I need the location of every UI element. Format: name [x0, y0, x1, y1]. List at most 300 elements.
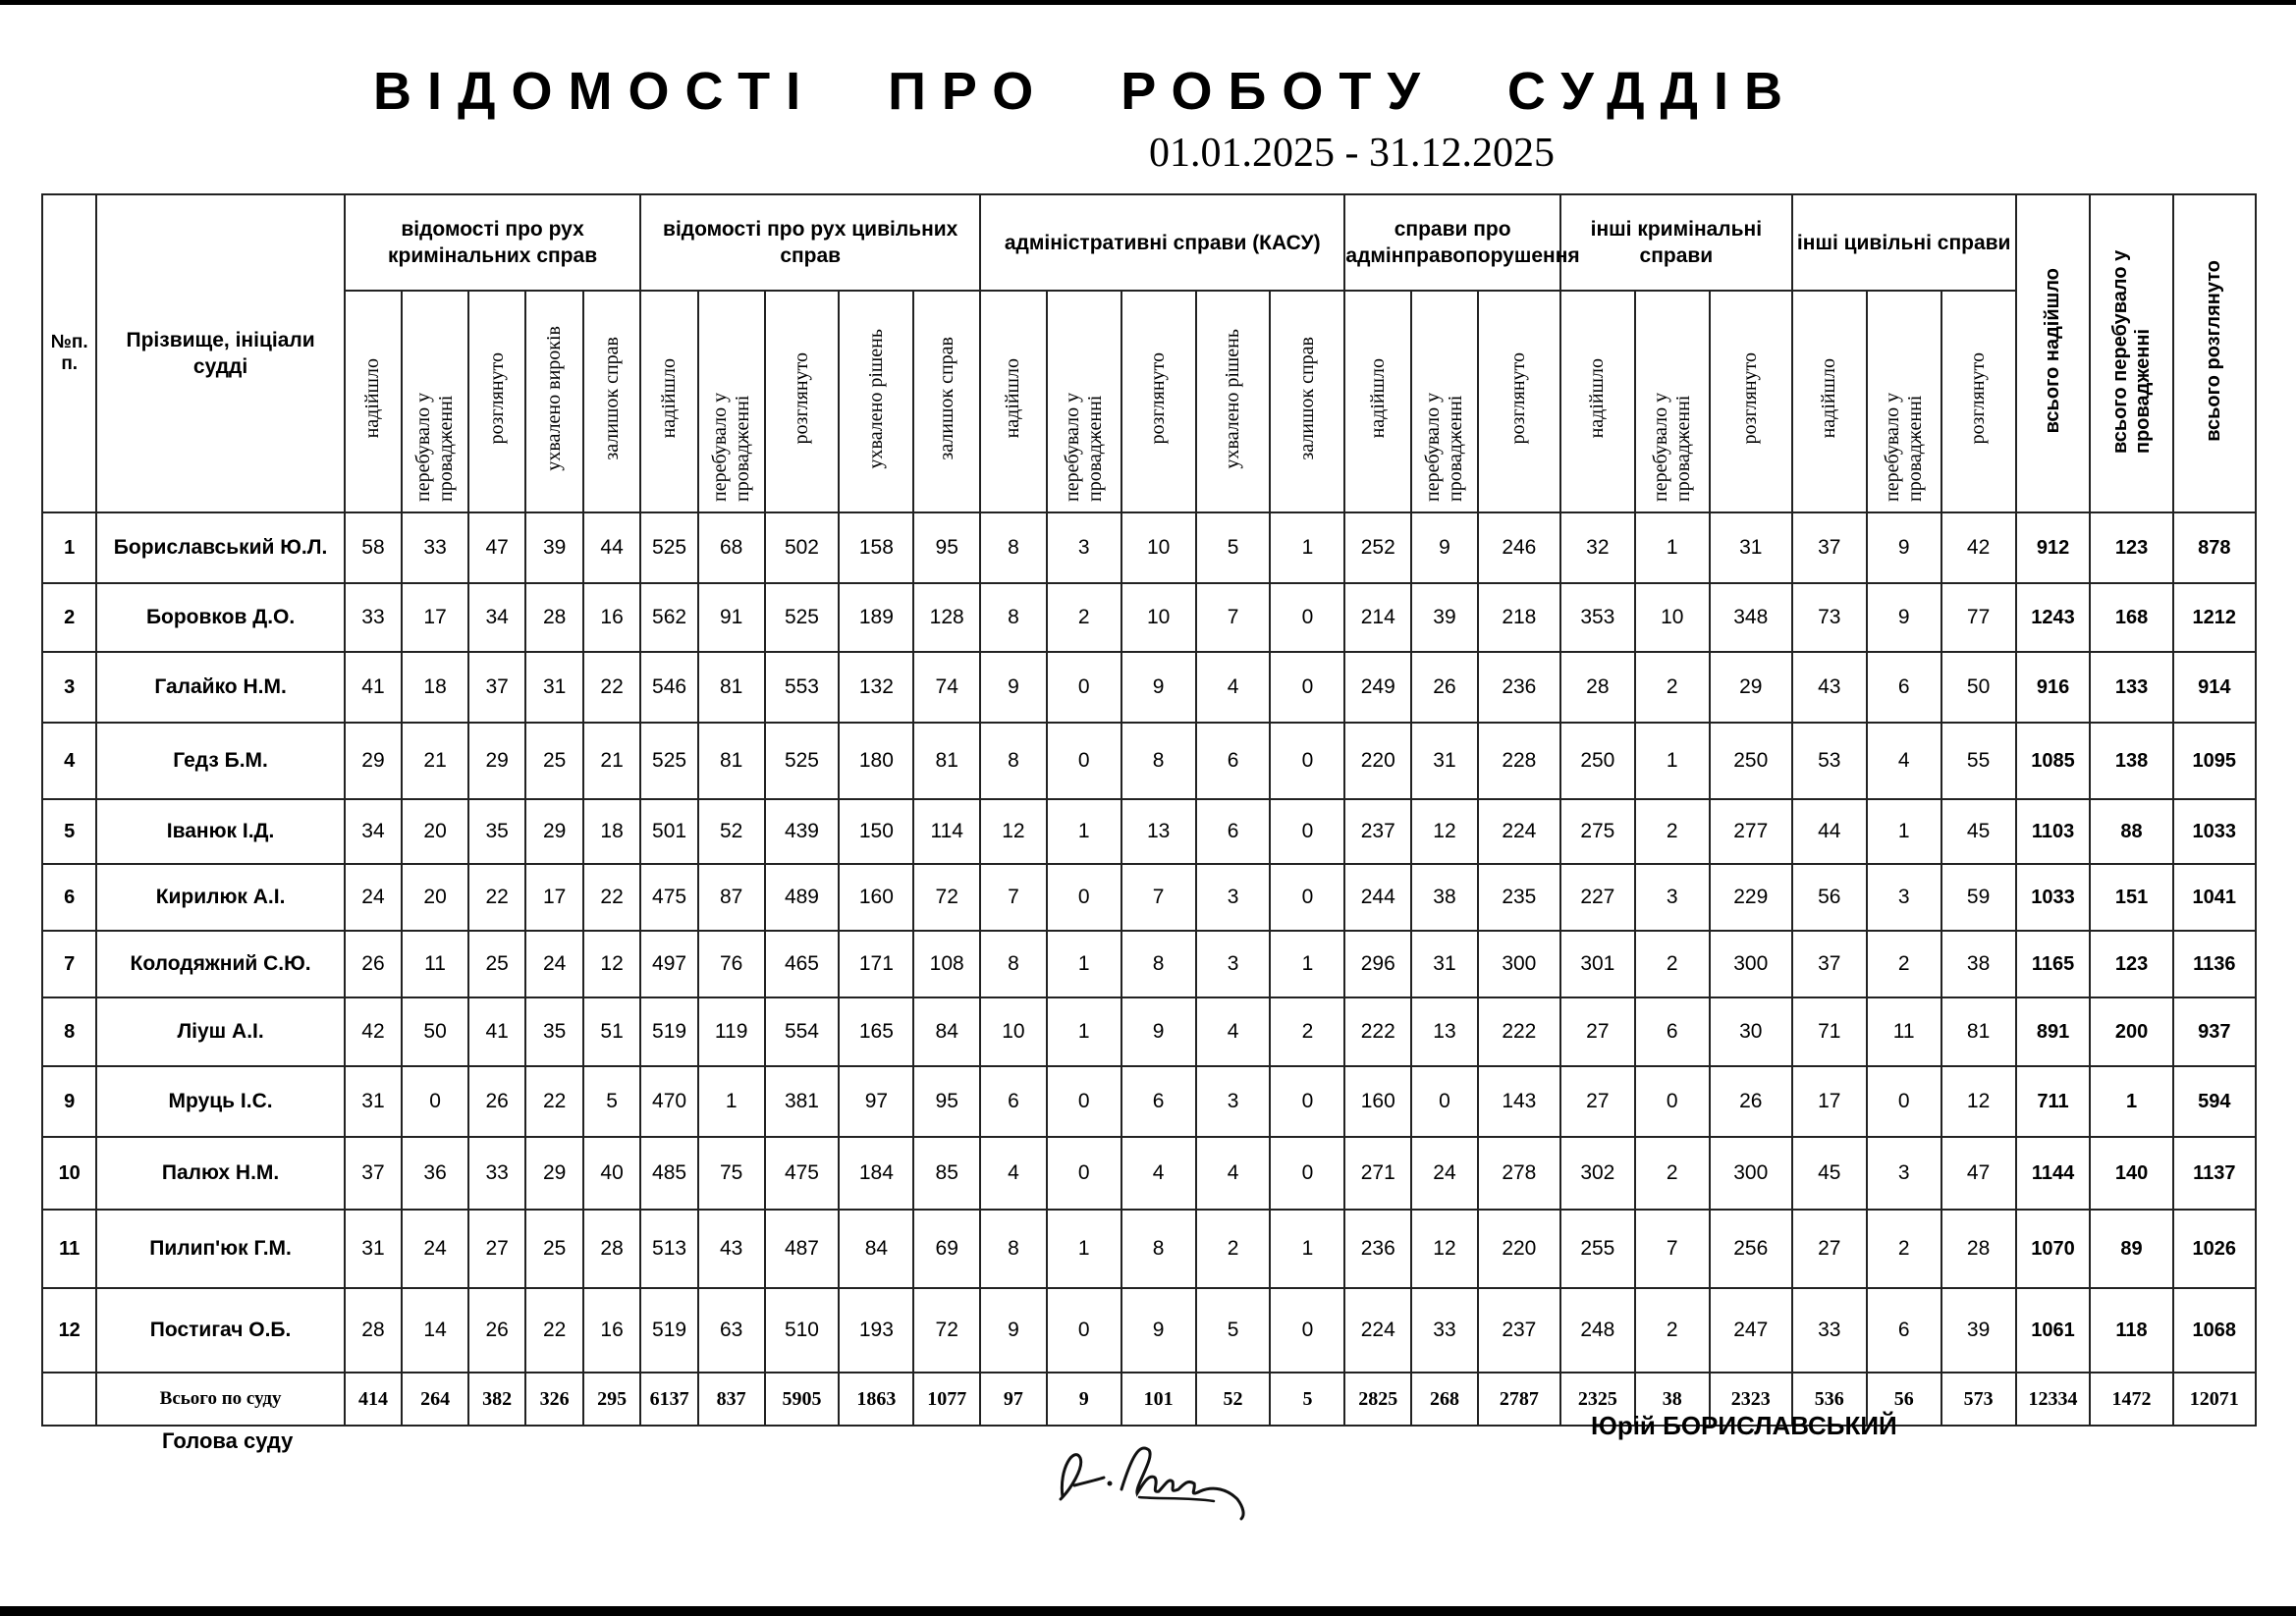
value-cell: 41 [345, 652, 402, 723]
judge-name: Кирилюк А.І. [96, 864, 344, 931]
value-cell: 214 [1344, 583, 1411, 652]
value-cell: 31 [525, 652, 582, 723]
value-cell: 553 [765, 652, 840, 723]
value-cell: 34 [345, 799, 402, 864]
value-cell: 250 [1560, 723, 1635, 799]
value-cell: 184 [839, 1137, 913, 1210]
value-cell: 50 [1941, 652, 2016, 723]
value-cell: 37 [1792, 512, 1867, 583]
value-cell: 0 [1270, 864, 1344, 931]
total-sum-cell: 101 [1121, 1373, 1196, 1426]
value-cell: 9 [980, 652, 1047, 723]
subheader-received: надійшло [640, 291, 697, 512]
value-cell: 21 [583, 723, 640, 799]
value-cell: 513 [640, 1210, 697, 1288]
value-cell: 53 [1792, 723, 1867, 799]
subheader-remaining: залишок справ [1270, 291, 1344, 512]
value-cell: 465 [765, 931, 840, 997]
value-cell: 224 [1344, 1288, 1411, 1373]
value-cell: 249 [1344, 652, 1411, 723]
total-sum-cell: 56 [1867, 1373, 1941, 1426]
value-cell: 158 [839, 512, 913, 583]
total-sum-cell: 837 [698, 1373, 765, 1426]
total-no-cell [42, 1373, 96, 1426]
value-cell: 27 [1560, 997, 1635, 1066]
value-cell: 189 [839, 583, 913, 652]
subheader-received: надійшло [1792, 291, 1867, 512]
value-cell: 35 [468, 799, 525, 864]
total-value-cell: 1137 [2173, 1137, 2256, 1210]
value-cell: 236 [1478, 652, 1560, 723]
value-cell: 11 [402, 931, 468, 997]
value-cell: 17 [402, 583, 468, 652]
value-cell: 5 [1196, 1288, 1271, 1373]
value-cell: 2 [1867, 931, 1941, 997]
value-cell: 24 [1411, 1137, 1478, 1210]
value-cell: 56 [1792, 864, 1867, 931]
total-sum-cell: 268 [1411, 1373, 1478, 1426]
value-cell: 28 [1941, 1210, 2016, 1288]
value-cell: 235 [1478, 864, 1560, 931]
value-cell: 16 [583, 583, 640, 652]
header-group-other-civil: інші цивільні справи [1792, 194, 2016, 291]
table-row [42, 1137, 2256, 1210]
value-cell: 0 [1270, 723, 1344, 799]
value-cell: 296 [1344, 931, 1411, 997]
value-cell: 29 [525, 799, 582, 864]
value-cell: 3 [1867, 1137, 1941, 1210]
value-cell: 4 [980, 1137, 1047, 1210]
value-cell: 76 [698, 931, 765, 997]
value-cell: 31 [1411, 931, 1478, 997]
value-cell: 73 [1792, 583, 1867, 652]
row-number: 5 [42, 799, 96, 864]
subheader-considered: розглянуто [765, 291, 840, 512]
value-cell: 236 [1344, 1210, 1411, 1288]
value-cell: 24 [525, 931, 582, 997]
value-cell: 29 [468, 723, 525, 799]
value-cell: 220 [1344, 723, 1411, 799]
total-value-cell: 1033 [2016, 864, 2091, 931]
total-value-cell: 1103 [2016, 799, 2091, 864]
subheader-received: надійшло [345, 291, 402, 512]
value-cell: 97 [839, 1066, 913, 1137]
value-cell: 38 [1411, 864, 1478, 931]
value-cell: 31 [1710, 512, 1792, 583]
judge-name: Гедз Б.М. [96, 723, 344, 799]
value-cell: 45 [1941, 799, 2016, 864]
value-cell: 37 [468, 652, 525, 723]
table-row [42, 997, 2256, 1066]
header-total-considered: всього розглянуто [2173, 194, 2256, 512]
total-value-cell: 878 [2173, 512, 2256, 583]
value-cell: 25 [468, 931, 525, 997]
header-group-admin: адміністративні справи (КАСУ) [980, 194, 1344, 291]
value-cell: 36 [402, 1137, 468, 1210]
value-cell: 470 [640, 1066, 697, 1137]
header-group-offenses: справи про адмінправопорушення [1344, 194, 1560, 291]
value-cell: 26 [345, 931, 402, 997]
chief-name: Юрій БОРИСЛАВСЬКИЙ [1591, 1411, 1897, 1440]
value-cell: 20 [402, 864, 468, 931]
value-cell: 439 [765, 799, 840, 864]
value-cell: 50 [402, 997, 468, 1066]
total-value-cell: 1070 [2016, 1210, 2091, 1288]
row-number: 8 [42, 997, 96, 1066]
value-cell: 31 [345, 1066, 402, 1137]
value-cell: 30 [1710, 997, 1792, 1066]
value-cell: 74 [913, 652, 980, 723]
value-cell: 12 [1411, 799, 1478, 864]
total-value-cell: 151 [2090, 864, 2172, 931]
total-value-cell: 1033 [2173, 799, 2256, 864]
value-cell: 2 [1867, 1210, 1941, 1288]
value-cell: 271 [1344, 1137, 1411, 1210]
value-cell: 1 [1635, 723, 1710, 799]
total-sum-cell: 536 [1792, 1373, 1867, 1426]
total-value-cell: 1095 [2173, 723, 2256, 799]
value-cell: 84 [913, 997, 980, 1066]
value-cell: 18 [583, 799, 640, 864]
total-sum-cell: 414 [345, 1373, 402, 1426]
value-cell: 59 [1941, 864, 2016, 931]
value-cell: 8 [980, 512, 1047, 583]
value-cell: 278 [1478, 1137, 1560, 1210]
value-cell: 227 [1560, 864, 1635, 931]
value-cell: 119 [698, 997, 765, 1066]
value-cell: 1 [1270, 931, 1344, 997]
value-cell: 81 [1941, 997, 2016, 1066]
total-sum-cell: 5905 [765, 1373, 840, 1426]
value-cell: 55 [1941, 723, 2016, 799]
value-cell: 1 [1270, 512, 1344, 583]
value-cell: 160 [1344, 1066, 1411, 1137]
subheader-considered: розглянуто [1478, 291, 1560, 512]
subheader-pending: перебувало у провадженні [1411, 291, 1478, 512]
value-cell: 28 [525, 583, 582, 652]
total-value-cell: 200 [2090, 997, 2172, 1066]
total-value-cell: 133 [2090, 652, 2172, 723]
chief-title: Голова суду [162, 1428, 294, 1453]
total-sum-cell: 2787 [1478, 1373, 1560, 1426]
value-cell: 75 [698, 1137, 765, 1210]
value-cell: 0 [1047, 723, 1121, 799]
header-no: №п. п. [42, 194, 96, 512]
value-cell: 165 [839, 997, 913, 1066]
value-cell: 29 [1710, 652, 1792, 723]
total-value-cell: 1041 [2173, 864, 2256, 931]
value-cell: 525 [765, 583, 840, 652]
value-cell: 26 [468, 1066, 525, 1137]
value-cell: 26 [1710, 1066, 1792, 1137]
value-cell: 489 [765, 864, 840, 931]
row-number: 4 [42, 723, 96, 799]
value-cell: 0 [402, 1066, 468, 1137]
value-cell: 32 [1560, 512, 1635, 583]
value-cell: 275 [1560, 799, 1635, 864]
subheader-pending: перебувало у провадженні [1635, 291, 1710, 512]
row-number: 3 [42, 652, 96, 723]
scan-top-edge [0, 0, 2296, 5]
value-cell: 7 [980, 864, 1047, 931]
value-cell: 8 [1121, 1210, 1196, 1288]
value-cell: 52 [698, 799, 765, 864]
value-cell: 18 [402, 652, 468, 723]
total-value-cell: 1061 [2016, 1288, 2091, 1373]
table-row [42, 931, 2256, 997]
value-cell: 29 [345, 723, 402, 799]
value-cell: 3 [1047, 512, 1121, 583]
total-value-cell: 711 [2016, 1066, 2091, 1137]
total-sum-cell: 2323 [1710, 1373, 1792, 1426]
value-cell: 1 [1867, 799, 1941, 864]
row-number: 7 [42, 931, 96, 997]
value-cell: 9 [1121, 997, 1196, 1066]
value-cell: 8 [980, 931, 1047, 997]
value-cell: 502 [765, 512, 840, 583]
total-value-cell: 594 [2173, 1066, 2256, 1137]
total-sum-cell: 38 [1635, 1373, 1710, 1426]
value-cell: 71 [1792, 997, 1867, 1066]
value-cell: 554 [765, 997, 840, 1066]
table-row [42, 799, 2256, 864]
value-cell: 475 [765, 1137, 840, 1210]
subheader-received: надійшло [1344, 291, 1411, 512]
judge-name: Іванюк І.Д. [96, 799, 344, 864]
value-cell: 43 [1792, 652, 1867, 723]
total-sum-cell: 5 [1270, 1373, 1344, 1426]
value-cell: 2 [1270, 997, 1344, 1066]
value-cell: 11 [1867, 997, 1941, 1066]
header-group-civil: відомості про рух цивільних справ [640, 194, 980, 291]
total-value-cell: 168 [2090, 583, 2172, 652]
table-row [42, 1210, 2256, 1288]
value-cell: 1 [1270, 1210, 1344, 1288]
value-cell: 171 [839, 931, 913, 997]
value-cell: 22 [468, 864, 525, 931]
value-cell: 525 [640, 512, 697, 583]
value-cell: 14 [402, 1288, 468, 1373]
value-cell: 6 [1867, 1288, 1941, 1373]
signature [1041, 1428, 1257, 1527]
value-cell: 4 [1196, 997, 1271, 1066]
value-cell: 28 [1560, 652, 1635, 723]
value-cell: 0 [1270, 583, 1344, 652]
value-cell: 47 [468, 512, 525, 583]
value-cell: 348 [1710, 583, 1792, 652]
value-cell: 7 [1121, 864, 1196, 931]
page-title: ВІДОМОСТІ ПРО РОБОТУ СУДДІВ [373, 62, 1799, 121]
value-cell: 220 [1478, 1210, 1560, 1288]
value-cell: 501 [640, 799, 697, 864]
total-value-cell: 1165 [2016, 931, 2091, 997]
value-cell: 2 [1047, 583, 1121, 652]
value-cell: 44 [583, 512, 640, 583]
value-cell: 218 [1478, 583, 1560, 652]
total-value-cell: 140 [2090, 1137, 2172, 1210]
judge-name: Палюх Н.М. [96, 1137, 344, 1210]
total-value-cell: 1136 [2173, 931, 2256, 997]
value-cell: 250 [1710, 723, 1792, 799]
value-cell: 255 [1560, 1210, 1635, 1288]
value-cell: 475 [640, 864, 697, 931]
value-cell: 22 [583, 652, 640, 723]
value-cell: 6 [1196, 799, 1271, 864]
judge-name: Мруць І.С. [96, 1066, 344, 1137]
value-cell: 143 [1478, 1066, 1560, 1137]
value-cell: 47 [1941, 1137, 2016, 1210]
value-cell: 33 [402, 512, 468, 583]
value-cell: 497 [640, 931, 697, 997]
total-sum-cell: 2325 [1560, 1373, 1635, 1426]
total-sum-cell: 1077 [913, 1373, 980, 1426]
value-cell: 31 [345, 1210, 402, 1288]
value-cell: 12 [1941, 1066, 2016, 1137]
judge-name: Ліуш А.І. [96, 997, 344, 1066]
table-row [42, 1066, 2256, 1137]
subheader-remaining: залишок справ [583, 291, 640, 512]
value-cell: 81 [698, 723, 765, 799]
value-cell: 3 [1196, 864, 1271, 931]
value-cell: 40 [583, 1137, 640, 1210]
total-sum-cell: 1472 [2090, 1373, 2172, 1426]
value-cell: 22 [525, 1288, 582, 1373]
value-cell: 301 [1560, 931, 1635, 997]
value-cell: 37 [1792, 931, 1867, 997]
value-cell: 35 [525, 997, 582, 1066]
total-sum-cell: 52 [1196, 1373, 1271, 1426]
value-cell: 72 [913, 1288, 980, 1373]
value-cell: 9 [1867, 512, 1941, 583]
value-cell: 42 [345, 997, 402, 1066]
row-number: 11 [42, 1210, 96, 1288]
value-cell: 525 [640, 723, 697, 799]
value-cell: 246 [1478, 512, 1560, 583]
value-cell: 6 [1196, 723, 1271, 799]
value-cell: 7 [1635, 1210, 1710, 1288]
total-sum-cell: 382 [468, 1373, 525, 1426]
value-cell: 0 [1270, 799, 1344, 864]
value-cell: 180 [839, 723, 913, 799]
value-cell: 58 [345, 512, 402, 583]
value-cell: 0 [1047, 1137, 1121, 1210]
value-cell: 9 [980, 1288, 1047, 1373]
total-sum-cell: 2825 [1344, 1373, 1411, 1426]
value-cell: 3 [1635, 864, 1710, 931]
total-value-cell: 123 [2090, 512, 2172, 583]
header-total-pending: всього перебувало у провадженні [2090, 194, 2172, 512]
value-cell: 8 [1121, 723, 1196, 799]
value-cell: 1 [698, 1066, 765, 1137]
total-value-cell: 1085 [2016, 723, 2091, 799]
subheader-decisions: ухвалено рішень [839, 291, 913, 512]
value-cell: 150 [839, 799, 913, 864]
total-value-cell: 916 [2016, 652, 2091, 723]
value-cell: 132 [839, 652, 913, 723]
judge-name: Боровков Д.О. [96, 583, 344, 652]
value-cell: 300 [1478, 931, 1560, 997]
scan-bottom-edge [0, 1606, 2296, 1616]
value-cell: 33 [468, 1137, 525, 1210]
report-period: 01.01.2025 - 31.12.2025 [1149, 131, 1555, 176]
value-cell: 252 [1344, 512, 1411, 583]
header-group-other-criminal: інші кримінальні справи [1560, 194, 1792, 291]
value-cell: 25 [525, 723, 582, 799]
subheader-pending: перебувало у провадженні [698, 291, 765, 512]
value-cell: 33 [1411, 1288, 1478, 1373]
value-cell: 0 [1047, 1066, 1121, 1137]
value-cell: 27 [468, 1210, 525, 1288]
value-cell: 25 [525, 1210, 582, 1288]
value-cell: 0 [1047, 864, 1121, 931]
value-cell: 9 [1411, 512, 1478, 583]
value-cell: 6 [1121, 1066, 1196, 1137]
value-cell: 3 [1196, 1066, 1271, 1137]
value-cell: 26 [1411, 652, 1478, 723]
value-cell: 68 [698, 512, 765, 583]
value-cell: 12 [1411, 1210, 1478, 1288]
total-value-cell: 1212 [2173, 583, 2256, 652]
total-sum-cell: 9 [1047, 1373, 1121, 1426]
header-group-criminal: відомості про рух кримінальних справ [345, 194, 641, 291]
value-cell: 353 [1560, 583, 1635, 652]
total-row [42, 1373, 2256, 1426]
total-sum-cell: 12334 [2016, 1373, 2091, 1426]
value-cell: 0 [1047, 652, 1121, 723]
value-cell: 6 [1867, 652, 1941, 723]
value-cell: 81 [913, 723, 980, 799]
value-cell: 193 [839, 1288, 913, 1373]
value-cell: 43 [698, 1210, 765, 1288]
table-row [42, 723, 2256, 799]
value-cell: 17 [525, 864, 582, 931]
subheader-received: надійшло [1560, 291, 1635, 512]
subheader-considered: розглянуто [1710, 291, 1792, 512]
value-cell: 222 [1344, 997, 1411, 1066]
value-cell: 222 [1478, 997, 1560, 1066]
value-cell: 72 [913, 864, 980, 931]
judges-report-table [41, 193, 2257, 1427]
total-value-cell: 891 [2016, 997, 2091, 1066]
value-cell: 1 [1047, 931, 1121, 997]
total-sum-cell: 573 [1941, 1373, 2016, 1426]
value-cell: 17 [1792, 1066, 1867, 1137]
value-cell: 1 [1635, 512, 1710, 583]
value-cell: 6 [1635, 997, 1710, 1066]
subheader-considered: розглянуто [468, 291, 525, 512]
total-value-cell: 1243 [2016, 583, 2091, 652]
value-cell: 16 [583, 1288, 640, 1373]
value-cell: 277 [1710, 799, 1792, 864]
value-cell: 45 [1792, 1137, 1867, 1210]
value-cell: 95 [913, 512, 980, 583]
row-number: 10 [42, 1137, 96, 1210]
header-total-received: всього надійшло [2016, 194, 2091, 512]
value-cell: 31 [1411, 723, 1478, 799]
value-cell: 5 [583, 1066, 640, 1137]
value-cell: 0 [1047, 1288, 1121, 1373]
subheader-pending: перебувало у провадженні [402, 291, 468, 512]
table-body [42, 512, 2256, 1373]
value-cell: 224 [1478, 799, 1560, 864]
value-cell: 2 [1196, 1210, 1271, 1288]
value-cell: 33 [345, 583, 402, 652]
value-cell: 69 [913, 1210, 980, 1288]
value-cell: 12 [583, 931, 640, 997]
value-cell: 22 [525, 1066, 582, 1137]
value-cell: 562 [640, 583, 697, 652]
value-cell: 13 [1121, 799, 1196, 864]
